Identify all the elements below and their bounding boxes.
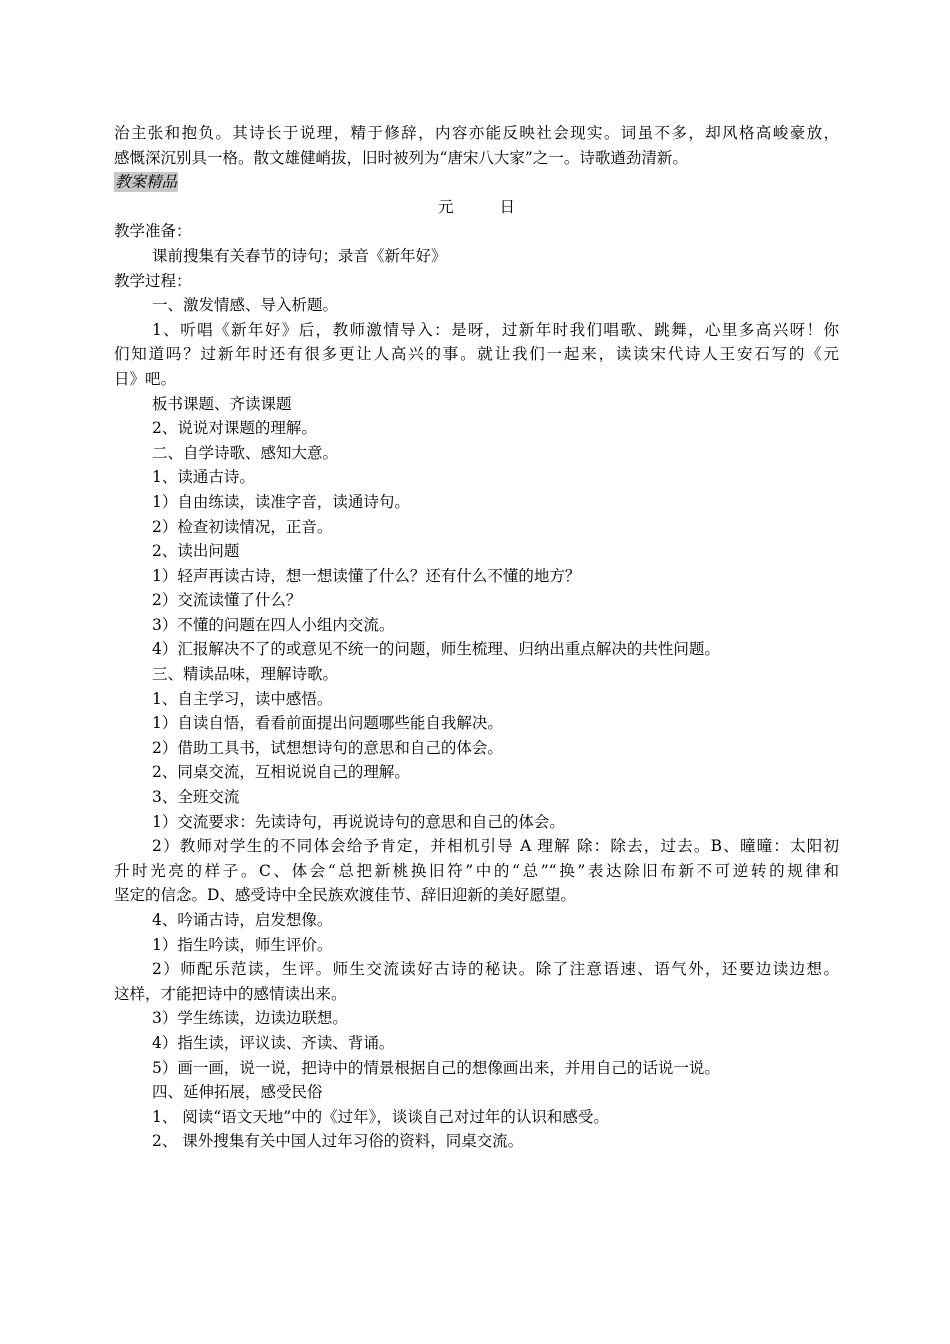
- body-line: 2）借助工具书，试想想诗句的意思和自己的体会。: [152, 738, 503, 757]
- intro-line-2: 感慨深沉别具一格。散文雄健峭拔，旧时被列为“唐宋八大家”之一。诗歌遒劲清新。: [114, 148, 688, 167]
- body-line: 2）教师对学生的不同体会给予肯定，并相机引导 A 理解 除：除去，过去。B、曈曈：太阳初: [152, 837, 839, 856]
- body-line: 2）检查初读情况，正音。: [152, 517, 333, 536]
- lesson-title: [114, 195, 839, 220]
- intro-line-1: 治主张和抱负。其诗长于说理，精于修辞，内容亦能反映社会现实。词虽不多，却风格高峻豪放，: [114, 124, 839, 142]
- body-line: 们知道吗？过新年时还有很多更让人高兴的事。就让我们一起来，读读宋代诗人王安石写的《元: [114, 345, 839, 364]
- body-line: 1）交流要求：先读诗句，再说说诗句的意思和自己的体会。: [152, 812, 565, 831]
- body-line: 4）汇报解决不了的或意见不统一的问题，师生梳理、归纳出重点解决的共性问题。: [152, 640, 720, 659]
- body-line: 1、读通古诗。: [152, 468, 255, 487]
- body-line: 1、自主学习，读中感悟。: [152, 689, 333, 708]
- body-line: 教学过程：: [114, 271, 192, 290]
- body-line: 4）指生读，评议读、齐读、背诵。: [152, 1033, 395, 1052]
- marker-row: [114, 170, 839, 195]
- body-line: 1、听唱《新年好》后，教师激情导入：是呀，过新年时我们唱歌、跳舞，心里多高兴呀！你: [152, 320, 839, 339]
- body-line: 教学准备：: [114, 222, 192, 241]
- body-line: 1、 阅读“语文天地”中的《过年》，谈谈自己对过年的认识和感受。: [152, 1107, 609, 1126]
- body-line: 板书课题、齐读课题: [152, 394, 292, 413]
- body-line: 1）自读自悟，看看前面提出问题哪些能自我解决。: [152, 714, 503, 733]
- body-line: 这样，才能把诗中的感情读出来。: [114, 984, 347, 1003]
- lesson-body: [114, 219, 839, 1154]
- body-line: 2、 课外搜集有关中国人过年习俗的资料，同桌交流。: [152, 1132, 524, 1151]
- body-line: 1）轻声再读古诗，想一想读懂了什么？还有什么不懂的地方？: [152, 566, 581, 585]
- body-line: 2）交流读懂了什么？: [152, 591, 302, 610]
- body-line: 2、读出问题: [152, 542, 240, 561]
- body-line: 坚定的信念。D、感受诗中全民族欢渡佳节、辞旧迎新的美好愿望。: [114, 886, 576, 905]
- lesson-title-char-2: 日: [499, 197, 516, 216]
- body-line: 升时光亮的样子。C、体会“总把新桃换旧符”中的“总”“换”表达除旧布新不可逆转的规律和: [114, 861, 839, 880]
- body-line: 1）指生吟读，师生评价。: [152, 935, 333, 954]
- body-line: 2、同桌交流，互相说说自己的理解。: [152, 763, 410, 782]
- body-line: 2、说说对课题的理解。: [152, 419, 317, 438]
- body-line: 4、吟诵古诗，启发想像。: [152, 911, 333, 929]
- body-line: 2）师配乐范读，生评。师生交流读好古诗的秘诀。除了注意语速、语气外，还要边读边想。: [152, 960, 839, 979]
- body-line: 3）不懂的问题在四人小组内交流。: [152, 615, 395, 634]
- body-line: 三、精读品味，理解诗歌。: [152, 665, 339, 684]
- body-line: 课前搜集有关春节的诗句；录音《新年好》: [152, 246, 447, 265]
- body-line: 二、自学诗歌、感知大意。: [152, 443, 339, 462]
- document-content: [114, 121, 839, 1154]
- lesson-title-char-1: 元: [437, 197, 454, 216]
- body-line: 3）学生练读，边读边联想。: [152, 1009, 348, 1028]
- body-line: 1）自由练读，读准字音，读通诗句。: [152, 492, 410, 511]
- watermark-label: 教案精品: [115, 173, 178, 192]
- body-line: 四、延伸拓展，感受民俗: [152, 1083, 323, 1102]
- body-line: 一、激发情感、导入析题。: [152, 296, 339, 315]
- body-line: 3、全班交流: [152, 788, 240, 807]
- body-line: 5）画一画，说一说，把诗中的情景根据自己的想像画出来，并用自己的话说一说。: [152, 1058, 720, 1077]
- body-line: 日》吧。: [114, 369, 177, 388]
